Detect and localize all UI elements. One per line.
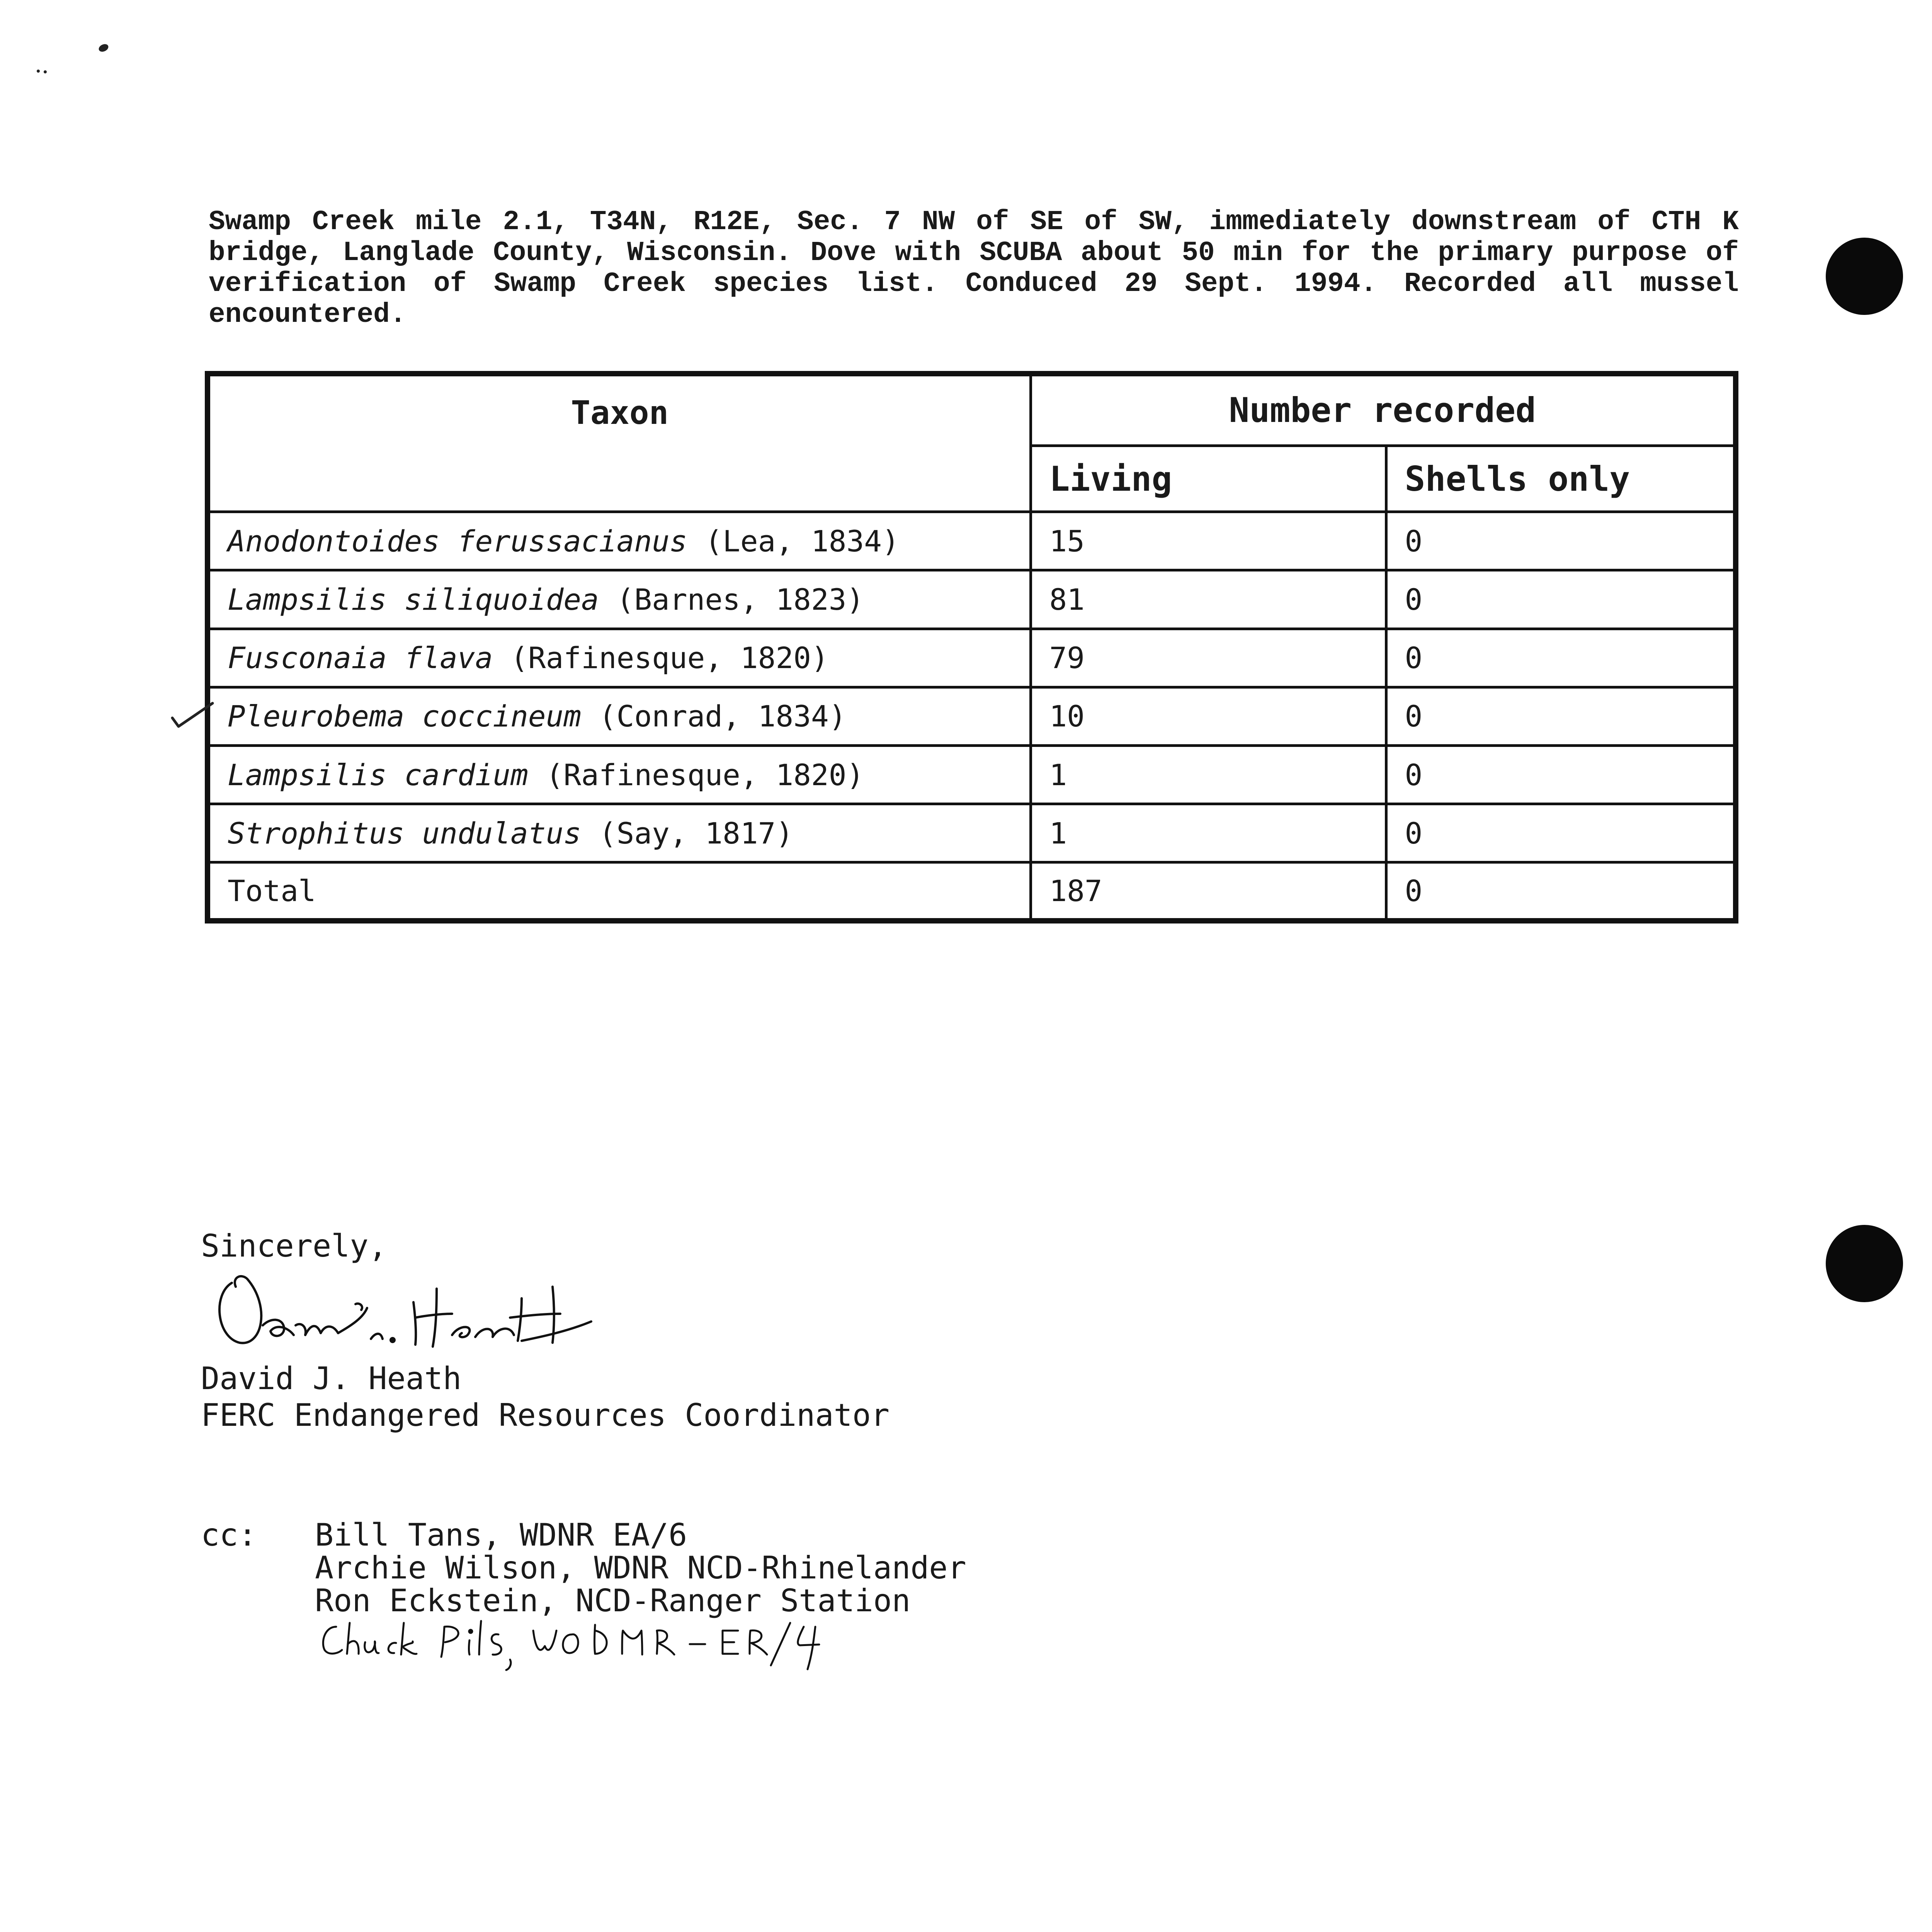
total-shells: 0 bbox=[1386, 862, 1736, 921]
shells-count: 0 bbox=[1386, 804, 1736, 862]
header-living: Living bbox=[1031, 446, 1386, 512]
taxon-cell bbox=[207, 804, 1031, 862]
table-row bbox=[207, 512, 1736, 570]
taxon-species: Pleurobema coccineum bbox=[228, 699, 582, 734]
table-header-row bbox=[207, 374, 1736, 446]
taxon-species: Fusconaia flava bbox=[228, 641, 493, 675]
living-count: 1 bbox=[1031, 804, 1386, 862]
speck-mark bbox=[97, 43, 109, 53]
shells-count: 0 bbox=[1386, 512, 1736, 570]
closing-salutation: Sincerely, bbox=[201, 1228, 387, 1264]
signer-name: David J. Heath bbox=[201, 1361, 462, 1396]
taxon-species: Lampsilis siliquoidea bbox=[228, 582, 599, 617]
shells-count: 0 bbox=[1386, 570, 1736, 629]
header-taxon: Taxon bbox=[207, 374, 1031, 512]
taxon-species: Strophitus undulatus bbox=[228, 816, 582, 850]
cc-recipient-list bbox=[315, 1519, 966, 1617]
table-row bbox=[207, 570, 1736, 629]
taxon-cell bbox=[207, 570, 1031, 629]
speck-mark bbox=[37, 70, 40, 73]
speck-mark bbox=[44, 70, 47, 73]
shells-count: 0 bbox=[1386, 687, 1736, 745]
shells-count: 0 bbox=[1386, 629, 1736, 687]
cc-recipient: Archie Wilson, WDNR NCD-Rhinelander bbox=[315, 1550, 966, 1586]
taxon-cell bbox=[207, 687, 1031, 745]
taxon-author: (Rafinesque, 1820) bbox=[493, 641, 829, 675]
punch-hole-middle bbox=[1826, 1225, 1903, 1302]
header-number-recorded: Number recorded bbox=[1031, 374, 1736, 446]
table-row bbox=[207, 745, 1736, 804]
cc-label: cc: bbox=[201, 1517, 257, 1553]
header-shells-only: Shells only bbox=[1386, 446, 1736, 512]
table-row bbox=[207, 687, 1736, 745]
taxon-species: Anodontoides ferussacianus bbox=[228, 524, 687, 558]
taxon-author: (Barnes, 1823) bbox=[599, 582, 864, 617]
total-living: 187 bbox=[1031, 862, 1386, 921]
taxon-species: Lampsilis cardium bbox=[228, 757, 528, 792]
cc-recipient: Bill Tans, WDNR EA/6 bbox=[315, 1517, 687, 1553]
taxon-author: (Rafinesque, 1820) bbox=[528, 757, 864, 792]
taxon-author: (Say, 1817) bbox=[581, 816, 794, 850]
punch-hole-top bbox=[1826, 238, 1903, 315]
living-count: 15 bbox=[1031, 512, 1386, 570]
mussel-survey-table bbox=[205, 371, 1738, 923]
cc-recipient: Ron Eckstein, NCD-Ranger Station bbox=[315, 1583, 911, 1619]
living-count: 81 bbox=[1031, 570, 1386, 629]
signature-block bbox=[201, 1360, 889, 1434]
table-row bbox=[207, 629, 1736, 687]
handwritten-signature bbox=[205, 1260, 746, 1360]
signer-title: FERC Endangered Resources Coordinator bbox=[201, 1397, 890, 1433]
taxon-cell bbox=[207, 629, 1031, 687]
living-count: 1 bbox=[1031, 745, 1386, 804]
taxon-cell bbox=[207, 512, 1031, 570]
living-count: 79 bbox=[1031, 629, 1386, 687]
check-mark-icon bbox=[170, 699, 216, 730]
handwritten-cc-note bbox=[317, 1611, 838, 1673]
taxon-author: (Lea, 1834) bbox=[687, 524, 900, 558]
shells-count: 0 bbox=[1386, 745, 1736, 804]
taxon-author: (Conrad, 1834) bbox=[581, 699, 847, 734]
taxon-cell bbox=[207, 745, 1031, 804]
living-count: 10 bbox=[1031, 687, 1386, 745]
total-label: Total bbox=[207, 862, 1031, 921]
table-total-row bbox=[207, 862, 1736, 921]
table-row bbox=[207, 804, 1736, 862]
intro-paragraph: Swamp Creek mile 2.1, T34N, R12E, Sec. 7 NW of SE of SW, immediately downstream of CTH K bridge, Langlade County, Wisconsin. Dove with SCUBA about 50 min for the primary purpose of verification of Swamp Creek species list. Conduced 29 Sept. 1994. Recorded all mussel encountered. bbox=[209, 207, 1739, 330]
